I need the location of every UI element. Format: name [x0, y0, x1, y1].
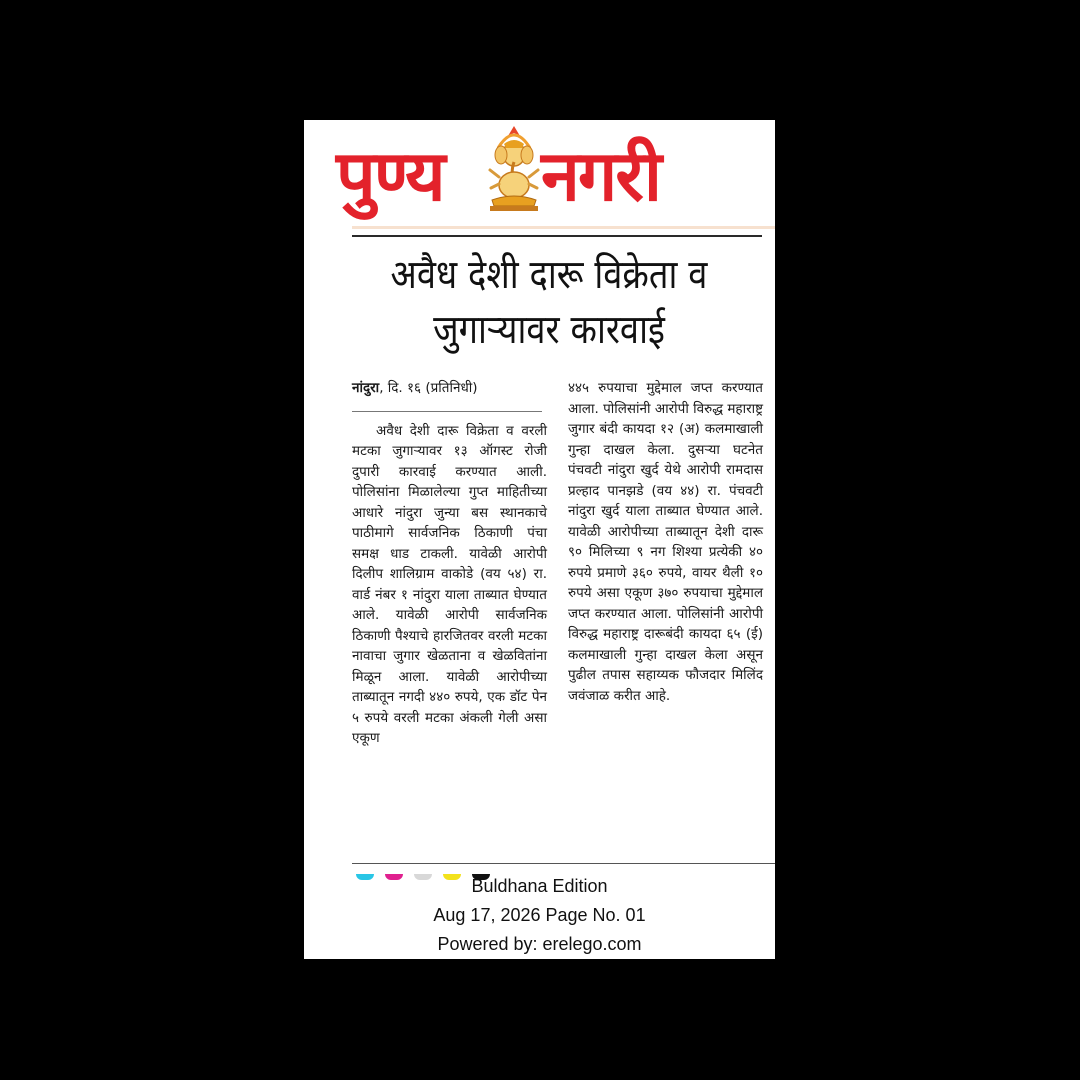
- headline-line-2: जुगाऱ्यावर कारवाई: [433, 307, 665, 353]
- powered-by: Powered by: erelego.com: [437, 934, 642, 954]
- newspaper-clipping: [304, 120, 775, 959]
- ganesha-emblem-icon: [484, 122, 544, 214]
- article-column-2: [568, 378, 763, 706]
- edition-name: Buldhana Edition: [471, 876, 608, 896]
- dateline-place: नांदुरा: [352, 380, 380, 396]
- dateline: [352, 378, 547, 399]
- article-paragraph-2: ४४५ रुपयाचा मुद्देमाल जप्त करण्यात आला. पोलिसांनी आरोपी विरुद्ध महाराष्ट्र जुगार बंदी कायदा १२ (अ) कलमाखाली गुन्हा दाखल केला. दुसऱ्या घटनेत पंचवटी नांदुरा खुर्द येथे आरोपी रामदास प्रल्हाद पानझडे (वय ४४) रा. पंचवटी नांदुरा खुर्द याला ताब्यात घेण्यात आले. यावेळी आरोपीच्या ताब्यातून देशी दारू ९० मिलिच्या ९ नग शिश्या प्रत्येकी ४० रुपये प्रमाणे ३६० रुपये, वायर थैली १० रुपये असा एकूण ३७० रुपयाचा मुद्देमाल जप्त करण्यात आला. पोलिसांनी आरोपी विरुद्ध महाराष्ट्र दारूबंदी कायदा ६५ (ई) कलमाखाली गुन्हा दाखल केला असून पुढील तपास सहाय्यक फौजदार मिलिंद जवंजाळ करीत आहे.: [568, 380, 763, 704]
- dateline-rule: [352, 411, 542, 412]
- edition-footer: [304, 872, 775, 959]
- headline-line-1: अवैध देशी दारू विक्रेता व: [390, 252, 708, 298]
- article-column-1: [352, 378, 547, 749]
- article-paragraph-1: अवैध देशी दारू विक्रेता व वरली मटका जुगाऱ्यावर १३ ऑगस्ट रोजी दुपारी कारवाई करण्यात आली. पोलिसांना मिळालेल्या गुप्त माहितीच्या आधारे नांदुरा जुन्या बस स्थानकाचे पाठीमागे सार्वजनिक ठिकाणी पंचा समक्ष धाड टाकली. यावेळी आरोपी दिलीप शालिग्राम वाकोडे (वय ५४) रा. वार्ड नंबर १ नांदुरा याला ताब्यात घेण्यात आले. यावेळी आरोपी सार्वजनिक ठिकाणी पैश्याचे हारजितवर वरली मटका नावाचा जुगार खेळताना व खेळवितांना मिळून आला. यावेळी आरोपीच्या ताब्यातून नगदी ४४० रुपये, एक डॉट पेन ५ रुपये वरली मटका अंकली गेली असा एकूण: [352, 422, 547, 746]
- masthead-underline: [352, 226, 775, 229]
- edition-date-page: Aug 17, 2026 Page No. 01: [433, 905, 646, 925]
- top-divider: [352, 235, 762, 237]
- bottom-divider: [352, 863, 775, 864]
- masthead-right-word: नगरी: [541, 135, 661, 217]
- registration-marks: [356, 865, 506, 871]
- masthead: [304, 120, 775, 232]
- masthead-left-word: पुण्य: [336, 135, 444, 217]
- dateline-rest: , दि. १६ (प्रतिनिधी): [379, 380, 478, 396]
- article-headline: [373, 248, 726, 358]
